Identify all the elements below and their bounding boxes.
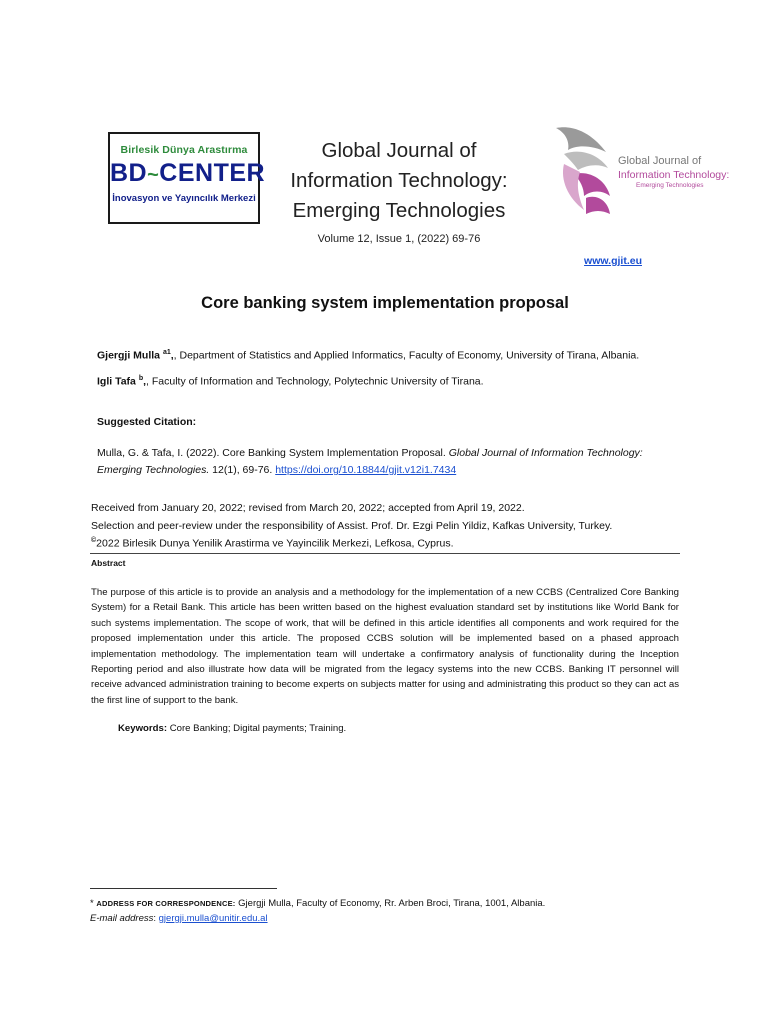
email-label: E-mail address [90,913,154,924]
copyright-note [91,537,454,550]
author-marks: b [138,375,144,382]
citation-prefix: Mulla, G. & Tafa, I. (2022). Core Banking System Implementation Proposal. [97,447,449,459]
correspondence-address [90,898,545,909]
logo-bd: BD [110,159,148,187]
copyright-text: 2022 Birlesik Dunya Yenilik Arastirma ve Yayincilik Merkezi, Lefkosa, Cyprus. [96,537,454,550]
address-label: ADDRESS FOR CORRESPONDENCE: [96,899,236,908]
author-affiliation: , Faculty of Information and Technology, Polytechnic University of Tirana. [146,375,484,388]
email-line [90,913,268,924]
paper-title: Core banking system implementation proposal [201,294,569,312]
logo-line-2 [110,159,266,188]
footnote-divider [90,888,277,889]
keywords-label: Keywords: [118,723,168,734]
footnote-star: * [90,898,97,909]
journal-title [268,136,530,226]
journal-title-line-1: Global Journal of [321,139,477,162]
keywords-line [118,723,346,734]
copyright-mark: © [91,537,97,544]
website-link[interactable]: www.gjit.eu [584,255,642,267]
author-name: Gjergji Mulla [97,349,161,362]
journal-title-line-3: Emerging Technologies [292,199,506,222]
email-separator: : [153,913,159,924]
peer-review-note: Selection and peer-review under the responsibility of Assist. Prof. Dr. Ezgi Pelin Yildiz, Kafkas University, Turkey. [91,520,613,532]
doi-link[interactable]: https://doi.org/10.18844/gjit.v12i1.7434 [275,464,457,476]
citation-journal: Global Journal of Information Technology: Emerging Technologies. [97,447,643,476]
logo-center: CENTER [159,159,266,187]
citation-suffix: 12(1), 69-76. [209,464,276,476]
abstract-text: The purpose of this article is to provide an analysis and a methodology for the implementation of a new CCBS (Centralized Core Banking System) for a Retail Bank. This article has been written based on the highest evaluation standard set by institutions like World Bank for such systems implementation. The scope of work, that will be defined in this article identifies all components and work required for the proposed implementation under this article. The proposed CCBS solution will be implemented based on a phased approach implementation methodology. The implementation team will undertake a confirmatory analysis of functionality during the Inception Reporting period and also illustrate how data will be migrated from the legacy systems into the new CCBS. Banking IT personnel will receive advanced administration training to become experts on subjects matter for using and administrating this product so they can act as the first line of support to the bank. [91,587,679,706]
gjit-logo [550,124,730,224]
gjit-logo-line-1: Global Journal of [618,155,702,167]
author-line-2: Igli Tafa $^b$,, Faculty of Information and Technology, Polytechnic University of Tirana. [97,375,484,388]
author-affiliation: , Department of Statistics and Applied Informatics, Faculty of Economy, University of Tirana, Albania. [173,349,640,362]
keywords-list: Core Banking; Digital payments; Training. [167,723,347,734]
citation-label: Suggested Citation: [97,416,197,428]
volume-info: Volume 12, Issue 1, (2022) 69-76 [317,233,481,245]
journal-title-line-2: Information Technology: [290,169,508,192]
logo-line-1: Birlesik Dünya Arastırma [120,144,248,156]
received-dates: Received from January 20, 2022; revised from March 20, 2022; accepted from April 19, 2022. [91,502,525,514]
abstract-divider [90,553,680,554]
logo-line-3: İnovasyon ve Yayıncılık Merkezi [112,193,256,204]
address-text: Gjergji Mulla, Faculty of Economy, Rr. Arben Broci, Tirana, 1001, Albania. [235,898,546,909]
author-marks: a1 [162,349,171,356]
logo-wave: ~ [147,164,160,186]
citation-text [97,445,667,479]
author-name: Igli Tafa [97,375,136,388]
abstract-label: Abstract [91,558,126,568]
gjit-logo-line-3: Emerging Technologies [636,182,704,189]
bd-center-logo [108,132,266,224]
email-link[interactable]: gjergji.mulla@unitir.edu.al [158,913,268,924]
gjit-logo-line-2: Information Technology: [618,169,730,181]
author-line-1: Gjergji Mulla $^{a1}$,, Department of Statistics and Applied Informatics, Faculty of Economy, University of Tirana, Albania. [97,349,640,362]
